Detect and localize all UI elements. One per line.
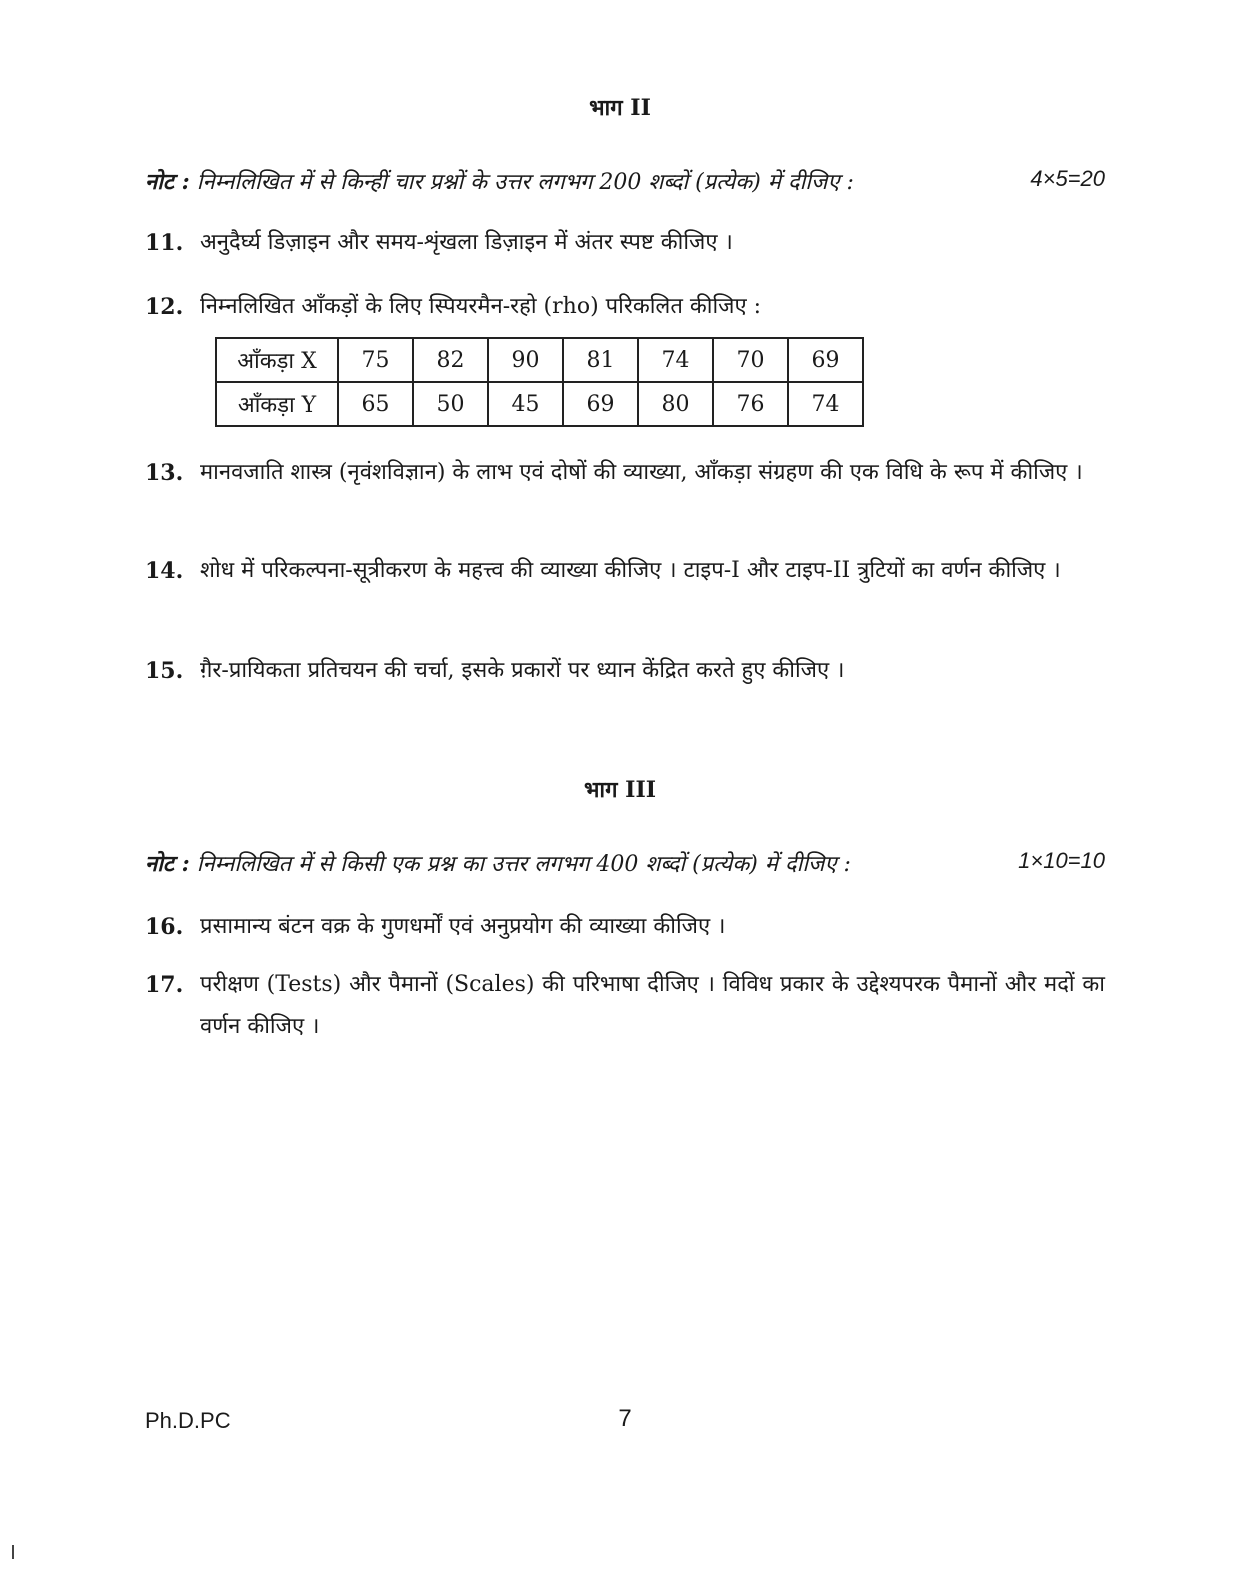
table-cell: 69 (788, 338, 863, 382)
table-cell: 81 (563, 338, 638, 382)
table-cell: 80 (638, 382, 713, 426)
note-label: नोट : (145, 169, 190, 195)
question-17 (145, 964, 1105, 1048)
table-cell: 65 (338, 382, 413, 426)
table-row-x (216, 338, 863, 382)
page-number: 7 (618, 1405, 632, 1432)
question-text: शोध में परिकल्पना-सूत्रीकरण के महत्त्व की व्याख्या कीजिए । टाइप-I और टाइप-II त्रुटियों का वर्णन कीजिए । (200, 558, 1061, 583)
marks: 4×5=20 (1030, 166, 1105, 191)
table-cell: 45 (488, 382, 563, 426)
note-text: निम्नलिखित में से किसी एक प्रश्न का उत्तर लगभग 400 शब्दों (प्रत्येक) में दीजिए : (196, 852, 851, 877)
question-15 (145, 650, 1105, 692)
table-cell: 74 (638, 338, 713, 382)
part-2-heading: भाग II (589, 95, 651, 121)
rho-data-table (215, 337, 864, 427)
table-cell: 75 (338, 338, 413, 382)
part-3-note (145, 848, 1105, 878)
question-number: 14. (145, 558, 184, 584)
question-text: प्रसामान्य बंटन वक्र के गुणधर्मों एवं अनुप्रयोग की व्याख्या कीजिए । (200, 914, 726, 939)
question-number: 15. (145, 658, 184, 684)
row-label: आँकड़ा Y (216, 382, 338, 426)
question-number: 16. (145, 914, 184, 940)
note-label: नोट : (145, 851, 190, 877)
scan-mark (12, 1545, 14, 1559)
table-cell: 82 (413, 338, 488, 382)
paper-code: Ph.D.PC (145, 1408, 231, 1433)
row-label: आँकड़ा X (216, 338, 338, 382)
marks: 1×10=10 (1018, 848, 1105, 873)
question-number: 17. (145, 972, 184, 998)
part-3-heading: भाग III (583, 777, 657, 803)
question-text: अनुदैर्घ्य डिज़ाइन और समय-शृंखला डिज़ाइन में अंतर स्पष्ट कीजिए । (200, 230, 733, 255)
table-cell: 70 (713, 338, 788, 382)
question-12 (145, 286, 1105, 328)
question-number: 13. (145, 460, 184, 486)
question-text: निम्नलिखित आँकड़ों के लिए स्पियरमैन-रहो (rho) परिकलित कीजिए : (200, 294, 762, 319)
question-text: परीक्षण (Tests) और पैमानों (Scales) की परिभाषा दीजिए । विविध प्रकार के उद्देश्यपरक पैमानों और मदों का वर्णन कीजिए । (200, 972, 1105, 1039)
question-13 (145, 452, 1105, 494)
table-cell: 69 (563, 382, 638, 426)
question-14 (145, 550, 1105, 592)
part-2-note (145, 166, 1105, 196)
question-16 (145, 906, 1105, 948)
table-cell: 50 (413, 382, 488, 426)
question-text: ग़ैर-प्रायिकता प्रतिचयन की चर्चा, इसके प्रकारों पर ध्यान केंद्रित करते हुए कीजिए । (200, 658, 845, 683)
question-11 (145, 222, 1105, 264)
table-row-y (216, 382, 863, 426)
table-cell: 76 (713, 382, 788, 426)
table-cell: 90 (488, 338, 563, 382)
question-number: 12. (145, 294, 184, 320)
question-number: 11. (145, 230, 184, 256)
note-text: निम्नलिखित में से किन्हीं चार प्रश्नों के उत्तर लगभग 200 शब्दों (प्रत्येक) में दीजिए : (196, 170, 854, 195)
question-text: मानवजाति शास्त्र (नृवंशविज्ञान) के लाभ एवं दोषों की व्याख्या, आँकड़ा संग्रहण की एक विधि के रूप में कीजिए । (200, 460, 1083, 485)
table-cell: 74 (788, 382, 863, 426)
